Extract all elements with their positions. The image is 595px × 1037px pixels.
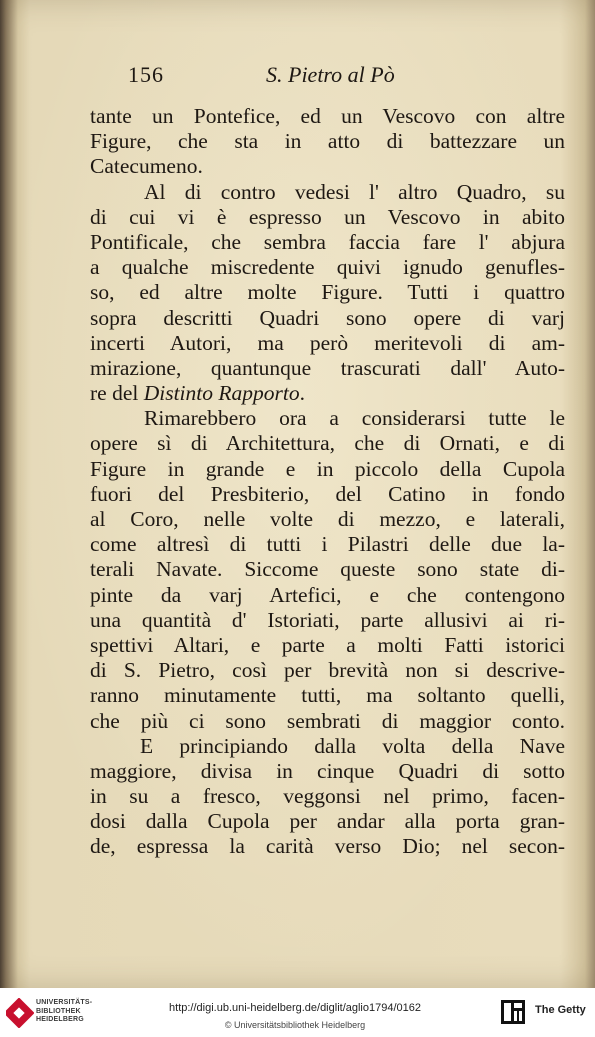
getty-logo-icon[interactable] xyxy=(501,1000,525,1024)
library-name-line: BIBLIOTHEK xyxy=(36,1007,81,1015)
viewer-footer xyxy=(0,988,595,1037)
text-line: pinte da varj Artefici, e che contengono xyxy=(90,582,565,607)
permalink-url[interactable]: http://digi.ub.uni-heidelberg.de/diglit/aglio1794/0162 xyxy=(169,1002,421,1014)
library-name-line: UNIVERSITÄTS- xyxy=(36,999,93,1006)
text-line: ranno minutamente tutti, ma soltanto quelli, xyxy=(90,683,565,708)
text-line: incerti Autori, ma però meritevoli di am- xyxy=(90,330,565,355)
text-line: E principiando dalla volta della Nave xyxy=(140,733,565,758)
text-line: so, ed altre molte Figure. Tutti i quattro xyxy=(90,280,565,305)
university-library-logo-icon[interactable] xyxy=(6,998,34,1028)
text-line: mirazione, quantunque trascurati dall' Auto- xyxy=(90,355,565,380)
text-line: Catecumeno. xyxy=(90,154,203,179)
getty-name: The Getty xyxy=(535,1004,586,1016)
text-line: Figure, che sta in atto di battezzare un xyxy=(90,129,565,154)
text-line: maggiore, divisa in cinque Quadri di sotto xyxy=(90,758,565,783)
italic-title: Distinto Rapporto xyxy=(143,381,300,406)
text-line: una quantità d' Istoriati, parte allusivi ai ri- xyxy=(90,607,565,632)
text-line: Pontificale, che sembra faccia fare l' abjura xyxy=(90,229,565,254)
page-number: 156 xyxy=(128,62,164,87)
text-line: terali Navate. Siccome queste sono state di- xyxy=(90,557,565,582)
text-line: in su a fresco, veggonsi nel primo, facen- xyxy=(90,784,565,809)
text-line: come altresì di tutti i Pilastri delle due la- xyxy=(90,532,565,557)
running-head xyxy=(128,62,458,92)
text-line: Rimarebbero ora a considerarsi tutte le xyxy=(144,406,565,431)
text-line: che più ci sono sembrati di maggior conto. xyxy=(90,708,565,733)
text-line: di S. Pietro, così per brevità non si descrive- xyxy=(90,658,565,683)
text-line: fuori del Presbiterio, del Catino in fondo xyxy=(90,481,565,506)
copyright-notice: © Universitätsbibliothek Heidelberg xyxy=(224,1020,366,1030)
text-line: sopra descritti Quadri sono opere di varj xyxy=(90,305,565,330)
text-line: opere sì di Architettura, che di Ornati, e di xyxy=(90,431,565,456)
text-fragment: re del xyxy=(90,381,144,406)
text-line: al Coro, nelle volte di mezzo, e laterali, xyxy=(90,507,565,531)
text-line: dosi dalla Cupola per andar alla porta gran- xyxy=(90,809,565,834)
text-line: tante un Pontefice, ed un Vescovo con altre xyxy=(90,104,565,128)
text-line: Al di contro vedesi l' altro Quadro, su xyxy=(144,179,565,204)
text-line: spettivi Altari, e parte a molti Fatti istorici xyxy=(90,632,565,657)
text-line: Figure in grande e in piccolo della Cupola xyxy=(90,456,565,481)
text-line: de, espressa la carità verso Dio; nel secon- xyxy=(90,834,565,859)
text-line: di cui vi è espresso un Vescovo in abito xyxy=(90,204,565,229)
body-text xyxy=(90,104,565,860)
library-name-line: HEIDELBERG xyxy=(36,1016,84,1023)
library-name xyxy=(36,999,92,1025)
running-title: S. Pietro al Pò xyxy=(266,62,395,87)
text-line: a qualche miscredente quivi ignudo genufles- xyxy=(90,255,565,280)
text-line xyxy=(90,381,565,406)
text-fragment: . xyxy=(299,381,305,406)
